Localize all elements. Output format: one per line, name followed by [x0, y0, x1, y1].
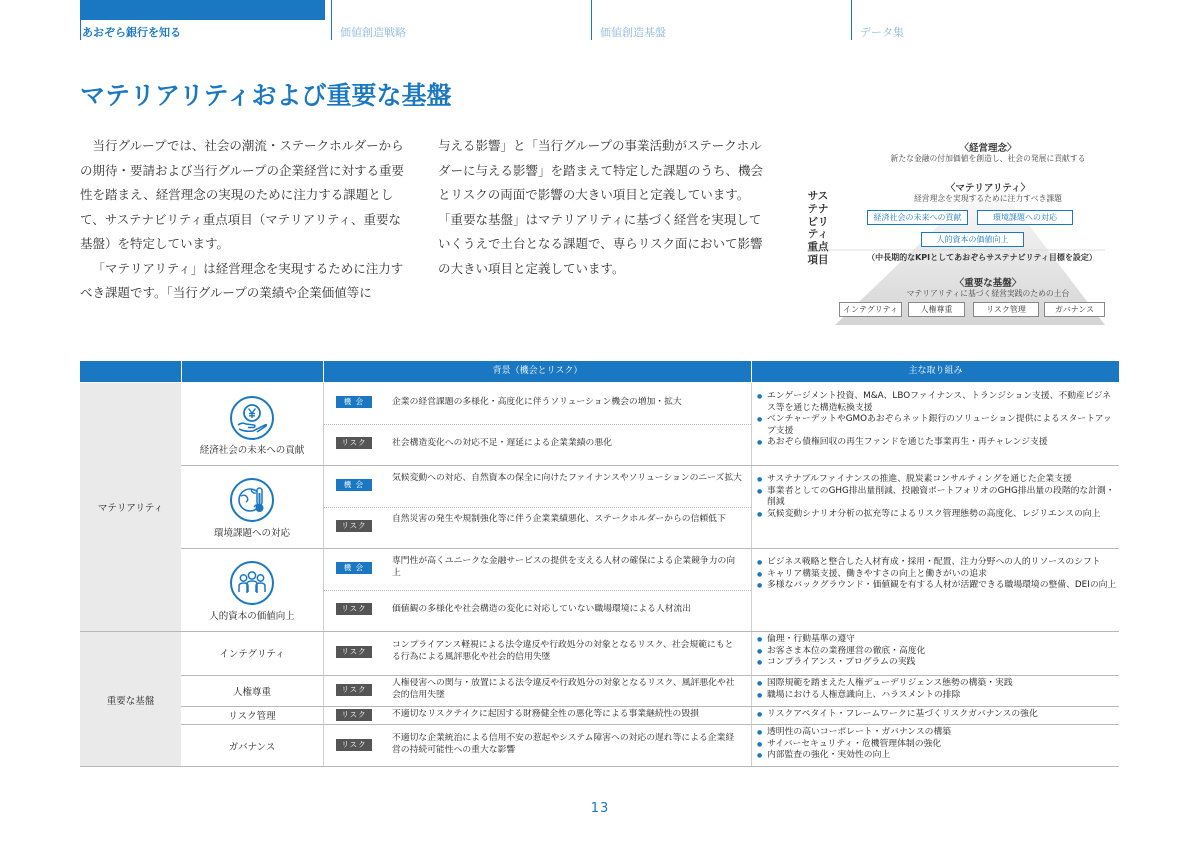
nav-tab-data[interactable]: データ集 — [860, 26, 904, 39]
risk-tag: リスク — [336, 684, 372, 696]
kpi-note: （中長期的なKPIとしてあおぞらサステナビリティ目標を設定） — [867, 253, 1097, 262]
foundation-box-human-rights: 人権尊重 — [908, 302, 965, 317]
nav-active-indicator — [80, 0, 325, 20]
row-divider — [181, 465, 1119, 466]
header-background: 背景（機会とリスク） — [324, 361, 751, 382]
nav-tab-about[interactable]: あおぞら銀行を知る — [82, 26, 181, 39]
risk-tag: リスク — [336, 437, 372, 449]
row-divider — [80, 766, 1119, 767]
list-item: ● キャリア構築支援、働きやすさの向上と働きがいの追求 — [757, 569, 1117, 581]
actions-list — [757, 634, 1117, 669]
risk-text: 価値観の多様化や社会構造の変化に対応していない職場環境による人材流出 — [392, 604, 692, 614]
header-blank-cell — [80, 361, 181, 382]
foundation-item-name: ガバナンス — [228, 742, 276, 753]
risk-tag: リスク — [336, 709, 372, 721]
foundation-subtext: マテリアリティに基づく経営実践のための土台 — [906, 289, 1070, 298]
intro-paragraph: 「マテリアリティ」は経営理念を実現するために注力すべき課題です。「当行グループの業績や企業価値等に — [80, 260, 404, 300]
materiality-item-name: 環境課題への対応 — [213, 528, 290, 539]
row-divider — [181, 548, 1119, 549]
actions-list — [757, 727, 1117, 762]
list-item: ● 透明性の高いコーポレート・ガバナンスの構築 — [757, 727, 1117, 739]
people-icon — [229, 560, 275, 606]
foundation-box-governance: ガバナンス — [1044, 302, 1105, 317]
top-navigation — [0, 0, 1200, 44]
column-divider — [323, 383, 324, 767]
materiality-table — [80, 361, 1119, 767]
list-item: ● 事業者としてのGHG排出量削減、投融資ポートフォリオのGHG排出量の段階的な計測・削減 — [757, 486, 1117, 509]
list-item: ● あおぞら債権回収の再生ファンドを通じた事業再生・再チャレンジ支援 — [757, 437, 1117, 449]
opportunity-text: 企業の経営課題の多様化・高度化に伴うソリューション機会の増加・拡大 — [392, 397, 682, 407]
list-item: ● 倫理・行動基準の遵守 — [757, 634, 1117, 646]
materiality-heading: 〈マテリアリティ〉 — [945, 183, 1031, 194]
nav-tab-foundation[interactable]: 価値創造基盤 — [600, 26, 666, 39]
foundation-item-name: インテグリティ — [219, 649, 285, 660]
risk-text: 不適切な企業統治による信用不安の惹起やシステム障害への対応の遅れ等による企業経営の持続可能性への重大な影響 — [392, 733, 735, 755]
category-foundation — [80, 632, 181, 767]
risk-text: コンプライアンス軽視による法令違反や行政処分の対象となるリスク、社会規範にもとる行為による風評悪化や社会的信用失墜 — [392, 640, 734, 662]
list-item: ● 気候変動シナリオ分析の拡充等によるリスク管理態勢の高度化、レジリエンスの向上 — [757, 509, 1117, 521]
list-item: ● 内部監査の強化・実効性の向上 — [757, 750, 1117, 762]
list-item: ● 国際規範を踏まえた人権デューデリジェンス態勢の構築・実践 — [757, 678, 1117, 690]
philosophy-heading: 〈経営理念〉 — [959, 143, 1017, 154]
opportunity-risk-divider — [324, 507, 751, 508]
opportunity-text: 専門性が高くユニークな金融サービスの提供を支える人材の確保による企業競争力の向上 — [392, 556, 736, 578]
risk-tag: リスク — [336, 739, 372, 751]
yen-hand-icon — [229, 395, 275, 441]
materiality-item-name: 経済社会の未来への貢献 — [199, 445, 305, 456]
row-divider — [80, 631, 1119, 632]
list-item: ● ビジネス戦略と整合した人材育成・採用・配置、注力分野への人的リソースのシフト — [757, 557, 1117, 569]
materiality-box-economy: 経済社会の未来への貢献 — [867, 210, 968, 225]
opportunity-tag: 機 会 — [336, 562, 372, 574]
diagram-vertical-label: サステナビリティ重点項目 — [807, 190, 829, 266]
category-materiality — [80, 383, 181, 631]
philosophy-subtext: 新たな金融の付加価値を創造し、社会の発展に貢献する — [890, 154, 1086, 163]
row-divider — [181, 706, 1119, 707]
opportunity-risk-divider — [324, 424, 751, 425]
risk-text: 社会構造変化への対応不足・遅延による企業業績の悪化 — [392, 438, 612, 448]
risk-tag: リスク — [336, 520, 372, 532]
actions-list — [757, 678, 1117, 701]
column-divider — [751, 383, 752, 767]
row-divider — [181, 675, 1119, 676]
materiality-subtext: 経営理念を実現するために注力すべき課題 — [914, 194, 1062, 203]
header-blank-cell — [182, 361, 323, 382]
actions-list — [757, 709, 1117, 721]
list-item: ● リスクアペタイト・フレームワークに基づくリスクガバナンスの強化 — [757, 709, 1117, 721]
opportunity-risk-divider — [324, 590, 751, 591]
opportunity-tag: 機 会 — [336, 396, 372, 408]
list-item: ● サイバーセキュリティ・危機管理体制の強化 — [757, 739, 1117, 751]
page-title: マテリアリティおよび重要な基盤 — [80, 81, 452, 110]
nav-tab-strategy[interactable]: 価値創造戦略 — [340, 26, 406, 39]
foundation-item-name: リスク管理 — [228, 711, 276, 722]
nav-divider — [591, 0, 592, 40]
nav-divider — [80, 0, 81, 40]
list-item: ● 多様なバックグラウンド・価値観を有する人材が活躍できる職場環境の整備、DEIの向上 — [757, 580, 1117, 592]
intro-right-column — [438, 134, 763, 281]
materiality-item-name: 人的資本の価値向上 — [209, 611, 295, 622]
risk-text: 不適切なリスクテイクに起因する財務健全性の悪化等による事業継続性の毀損 — [392, 709, 699, 719]
foundation-box-integrity: インテグリティ — [839, 302, 902, 317]
actions-list — [757, 557, 1117, 592]
list-item: ● ベンチャーデットやGMOあおぞらネット銀行のソリューション提供によるスタートアップ支援 — [757, 414, 1117, 437]
foundation-box-risk-management: リスク管理 — [973, 302, 1039, 317]
actions-list — [757, 391, 1117, 449]
actions-list — [757, 474, 1117, 520]
header-actions: 主な取り組み — [752, 361, 1119, 382]
list-item: ● コンプライアンス・プログラムの実践 — [757, 657, 1117, 669]
sustainability-pyramid-diagram — [805, 135, 1125, 335]
foundation-item-name: 人権尊重 — [232, 687, 271, 698]
category-materiality-label: マテリアリティ — [97, 503, 164, 514]
list-item: ● お客さま本位の業務運営の徹底・高度化 — [757, 646, 1117, 658]
opportunity-text: 気候変動への対応、自然資本の保全に向けたファイナンスやソリューションのニーズ拡大 — [392, 473, 742, 483]
intro-paragraph: 当行グループでは、社会の潮流・ステークホルダーからの期待・要請および当行グループの企業経営に対する重要性を踏まえ、経営理念の実現のために注力する課題として、サステナビリティ重点項目（マテリアリティ、重要な基盤）を特定しています。 — [80, 138, 405, 251]
materiality-box-environment: 環境課題への対応 — [977, 210, 1073, 225]
list-item: ● サステナブルファイナンスの推進、脱炭素コンサルティングを通じた企業支援 — [757, 474, 1117, 486]
page-number: 13 — [590, 801, 610, 816]
materiality-box-human-capital: 人的資本の価値向上 — [921, 232, 1024, 247]
opportunity-tag: 機 会 — [336, 479, 372, 491]
risk-text: 自然災害の発生や規制強化等に伴う企業業績悪化、ステークホルダーからの信頼低下 — [392, 514, 726, 524]
nav-divider — [331, 0, 332, 40]
list-item: ● エンゲージメント投資、M&A、LBOファイナンス、トランジション支援、不動産ビジネス等を通じた構造転換支援 — [757, 391, 1117, 414]
row-divider — [181, 724, 1119, 725]
risk-text: 人権侵害への関与・放置による法令違反や行政処分の対象となるリスク、風評悪化や社会的信用失墜 — [392, 678, 735, 700]
globe-thermometer-icon — [229, 477, 275, 523]
foundation-heading: 〈重要な基盤〉 — [954, 278, 1022, 289]
risk-tag: リスク — [336, 646, 372, 658]
intro-paragraph: 与える影響」と「当行グループの事業活動がステークホルダーに与える影響」を踏まえて特定した課題のうち、機会とリスクの両面で影響の大きい項目と定義しています。「重要な基盤」はマテリアリティに基づく経営を実現していくうえで土台となる課題で、専らリスク面において影響の大きい項目と定義しています。 — [438, 138, 764, 276]
list-item: ● 職場における人権意識向上、ハラスメントの排除 — [757, 690, 1117, 702]
nav-divider — [851, 0, 852, 40]
risk-tag: リスク — [336, 603, 372, 615]
category-foundation-label: 重要な基盤 — [106, 695, 155, 707]
intro-left-column — [80, 134, 405, 306]
